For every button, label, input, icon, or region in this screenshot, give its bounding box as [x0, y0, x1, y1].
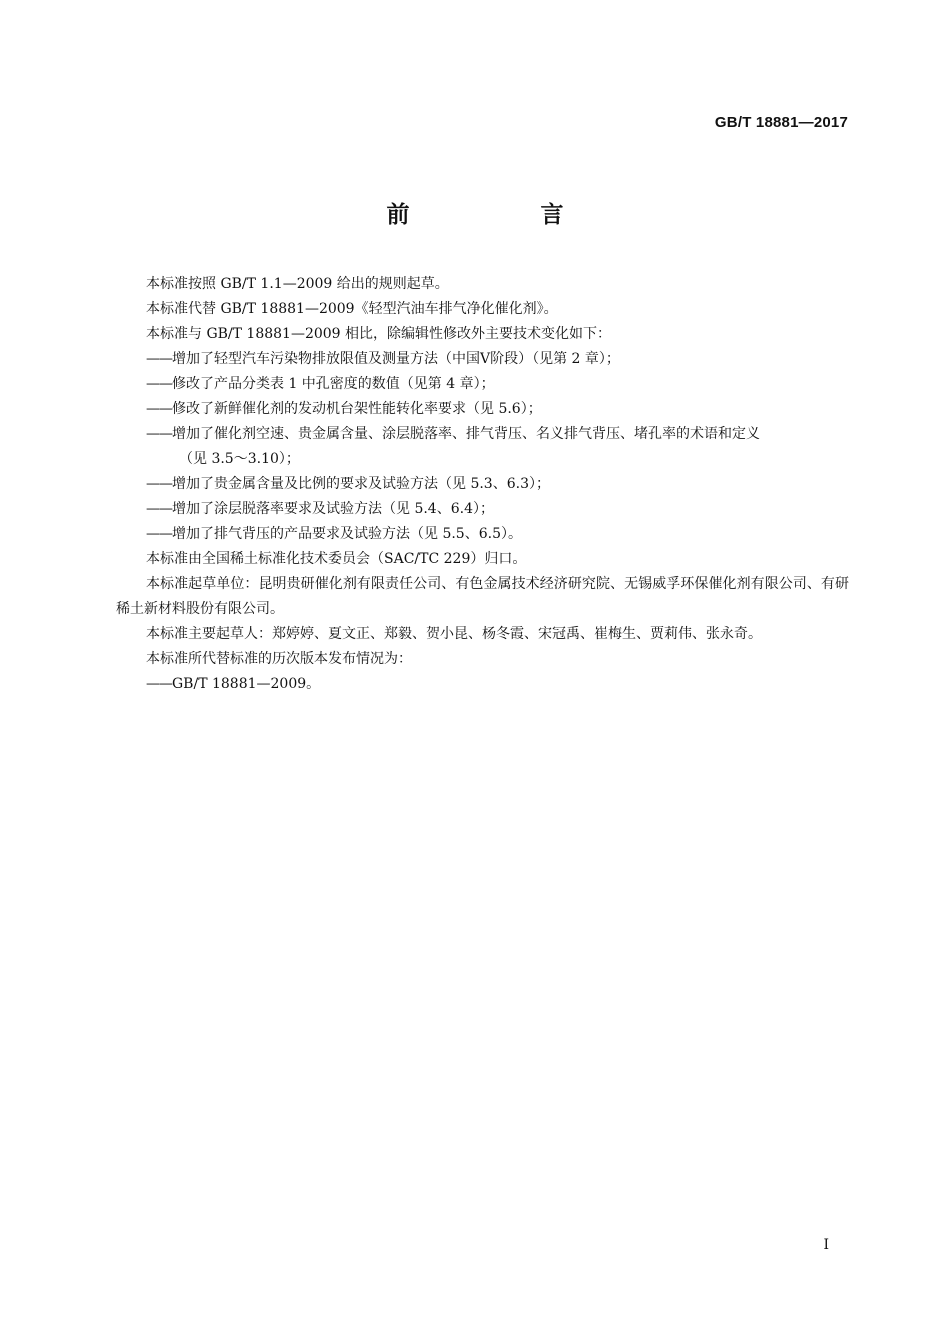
paragraph-drafting-units: 本标准起草单位：昆明贵研催化剂有限责任公司、有色金属技术经济研究院、无锡威孚环保催化剂有限公司、有研稀土新材料股份有限公司。 — [116, 576, 849, 617]
previous-version-text: GB/T 18881—2009。 — [172, 676, 321, 692]
change-item — [116, 397, 849, 422]
change-text: 修改了产品分类表 1 中孔密度的数值（见第 4 章）； — [172, 376, 495, 392]
standard-code: GB/T 18881—2017 — [714, 114, 848, 131]
change-item — [116, 522, 849, 547]
page-title: 前 言 — [386, 202, 618, 228]
document-body — [116, 272, 849, 697]
change-text: 增加了轻型汽车污染物排放限值及测量方法（中国Ⅴ阶段）（见第 2 章）； — [172, 351, 620, 367]
list-dash: —— — [146, 526, 172, 542]
paragraph-drafting-rules: 本标准按照 GB/T 1.1—2009 给出的规则起草。 — [146, 276, 449, 292]
list-dash: —— — [146, 501, 172, 517]
page-number: I — [823, 1237, 829, 1253]
change-item — [116, 497, 849, 522]
list-dash: —— — [146, 676, 172, 692]
change-text: 增加了排气背压的产品要求及试验方法（见 5.5、6.5）。 — [172, 526, 522, 542]
change-text: 增加了催化剂空速、贵金属含量、涂层脱落率、排气背压、名义排气背压、堵孔率的术语和定义 — [172, 426, 760, 442]
paragraph-changes-intro: 本标准与 GB/T 18881—2009 相比，除编辑性修改外主要技术变化如下： — [146, 326, 612, 342]
list-dash: —— — [146, 401, 172, 417]
previous-version-item — [116, 672, 849, 697]
change-item — [116, 372, 849, 397]
change-text: 增加了涂层脱落率要求及试验方法（见 5.4、6.4）； — [172, 501, 494, 517]
change-item — [116, 347, 849, 372]
change-text: 增加了贵金属含量及比例的要求及试验方法（见 5.3、6.3）； — [172, 476, 550, 492]
paragraph-replaces: 本标准代替 GB/T 18881—2009《轻型汽油车排气净化催化剂》。 — [146, 301, 558, 317]
change-text: 修改了新鲜催化剂的发动机台架性能转化率要求（见 5.6）； — [172, 401, 542, 417]
list-dash: —— — [146, 376, 172, 392]
change-text-continuation: （见 3.5～3.10）； — [179, 451, 300, 467]
list-dash: —— — [146, 351, 172, 367]
list-dash: —— — [146, 426, 172, 442]
change-item — [116, 422, 849, 472]
paragraph-drafters: 本标准主要起草人：郑婷婷、夏文正、郑毅、贺小昆、杨冬霞、宋冠禹、崔梅生、贾莉伟、张永奇。 — [146, 626, 762, 642]
change-item — [116, 472, 849, 497]
list-dash: —— — [146, 476, 172, 492]
paragraph-version-history: 本标准所代替标准的历次版本发布情况为： — [146, 651, 412, 667]
paragraph-responsible-committee: 本标准由全国稀土标准化技术委员会（SAC/TC 229）归口。 — [146, 551, 527, 567]
